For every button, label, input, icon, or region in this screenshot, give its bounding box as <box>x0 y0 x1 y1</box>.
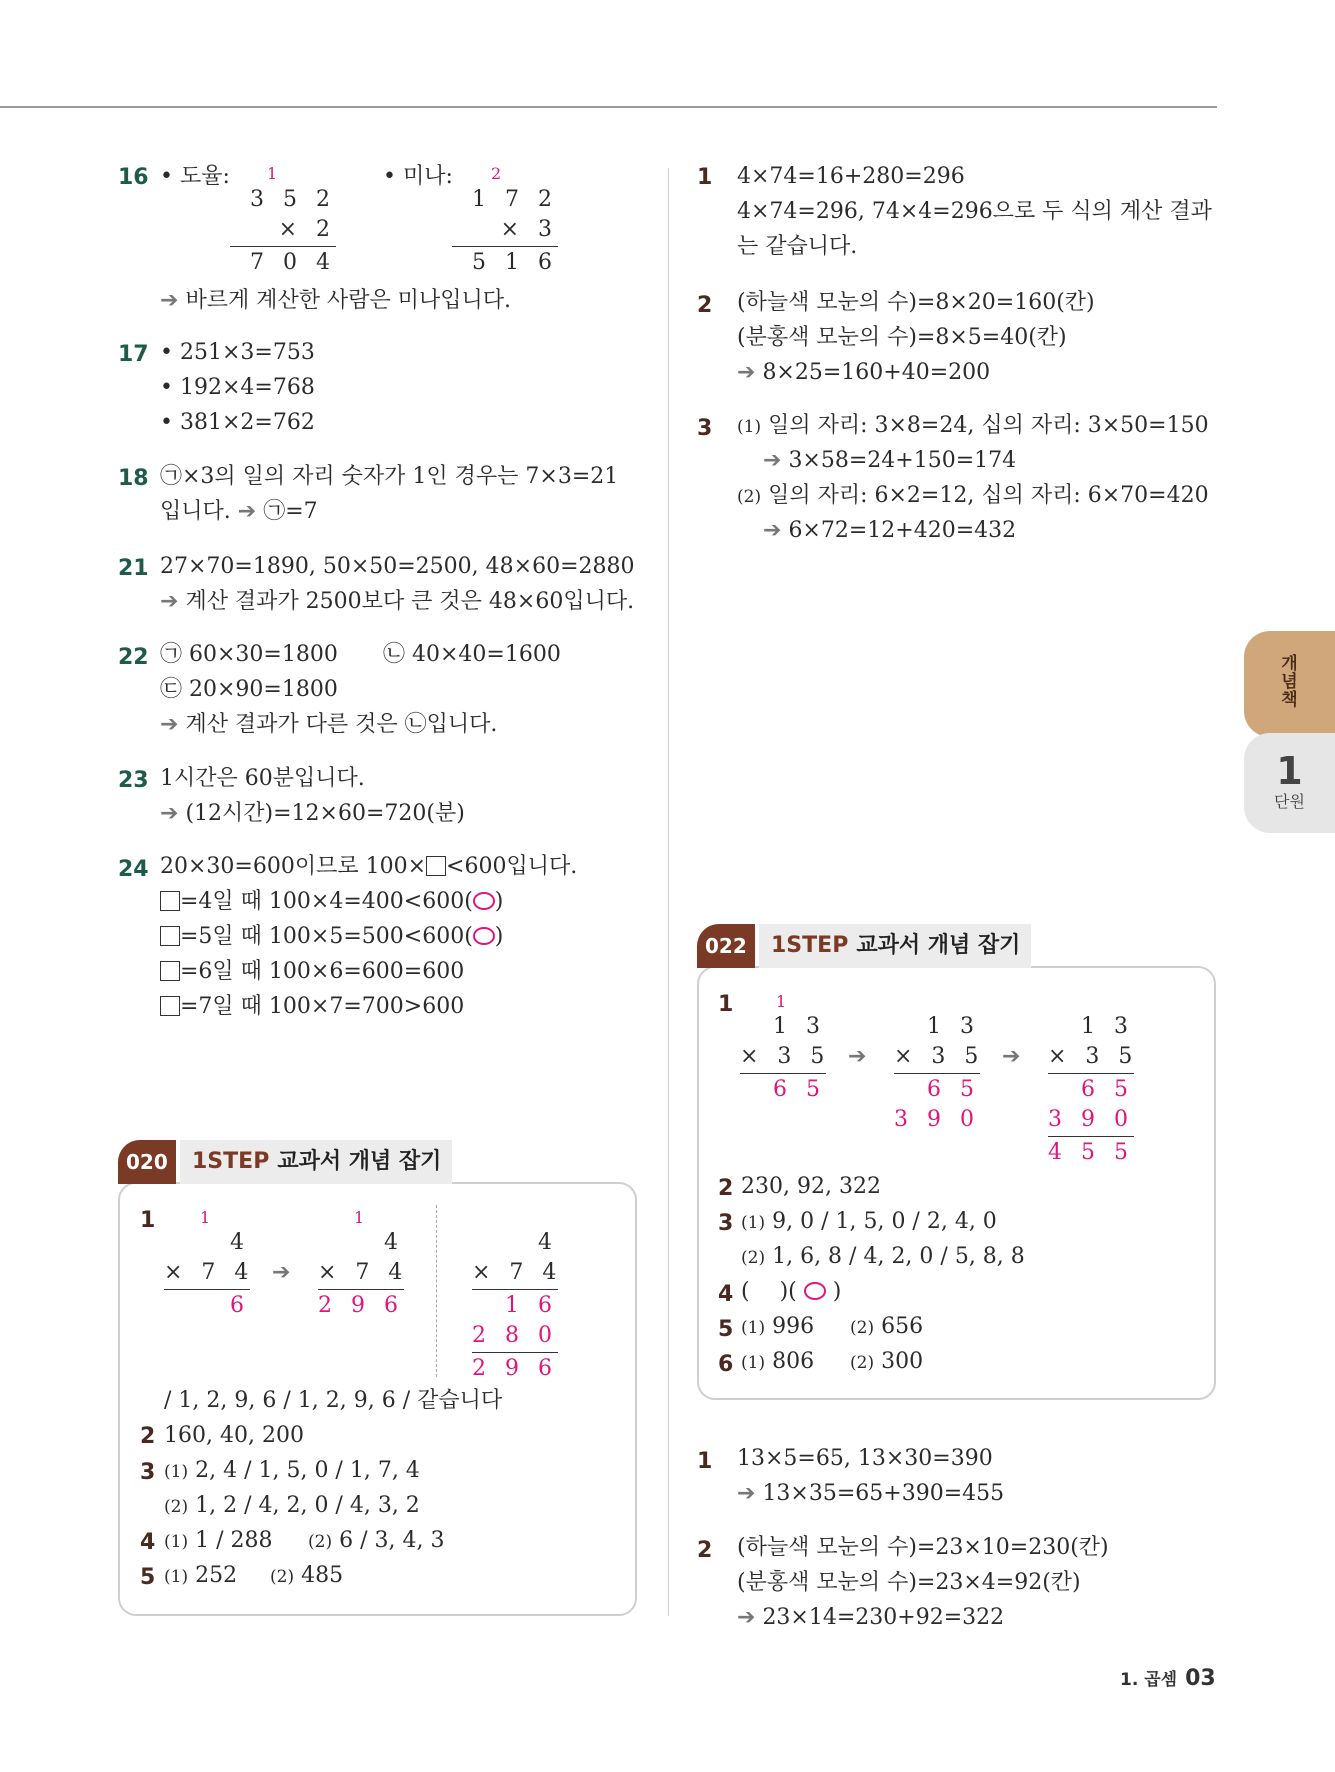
carry-digit: 1 <box>200 1208 211 1227</box>
arrow-icon: ➔ <box>737 1481 756 1506</box>
mina-multiplication <box>452 185 558 278</box>
arrow-icon: ➔ <box>737 1605 756 1630</box>
answer-line: (1) 806 <box>741 1349 815 1374</box>
answer-line: (2) 300 <box>850 1349 924 1374</box>
problem-number: 22 <box>118 645 149 670</box>
chapter-label: 1. 곱셈 <box>1120 1670 1178 1690</box>
header-title-bar: 1STEP 교과서 개념 잡기 <box>759 924 1031 968</box>
answer-a: ㉠ 60×30=1800 <box>160 642 338 667</box>
answer-line: ㉠×3의 일의 자리 숫자가 1인 경우는 7×3=21 <box>160 464 619 489</box>
arrow-icon: ➔ <box>737 360 756 385</box>
problem-number: 1 <box>697 1449 713 1474</box>
answer-line: • 381×2=762 <box>160 410 315 435</box>
answer-line: ➔ (12시간)=12×60=720(분) <box>160 801 465 826</box>
answer-line: / 1, 2, 9, 6 / 1, 2, 9, 6 / 같습니다 <box>164 1388 503 1413</box>
answer-line: 230, 92, 322 <box>741 1174 881 1199</box>
case-row: =7일 때 100×7=700>600 <box>160 992 464 1022</box>
problem-number: 1 <box>697 165 713 190</box>
circle-mark-icon <box>804 1282 826 1300</box>
answer-line: 4×74=16+280=296 <box>737 164 965 189</box>
answer-line: • 192×4=768 <box>160 375 315 400</box>
blank-box <box>426 856 446 876</box>
conclusion: ➔ 바르게 계산한 사람은 미나입니다. <box>160 288 511 313</box>
answer-line: (1) 일의 자리: 3×8=24, 십의 자리: 3×50=150 <box>737 413 1209 438</box>
conclusion: ➔ 계산 결과가 2500보다 큰 것은 48×60입니다. <box>160 589 635 614</box>
problem-number: 2 <box>697 1538 713 1563</box>
answer-line: (2) 6 / 3, 4, 3 <box>308 1528 445 1553</box>
answer-line: ➔ 3×58=24+150=174 <box>763 448 1017 473</box>
sum-line <box>230 246 336 247</box>
multiplicand: 1 7 2 <box>472 187 558 212</box>
question-number: 3 <box>718 1211 734 1236</box>
answer-line: 27×70=1890, 50×50=2500, 48×60=2880 <box>160 554 635 579</box>
case-row: =4일 때 100×4=400<600( ) <box>160 887 503 917</box>
page-number: 03 <box>1185 1666 1216 1691</box>
question-number: 5 <box>140 1565 156 1590</box>
conclusion: ➔ 계산 결과가 다른 것은 ㉡입니다. <box>160 712 498 737</box>
carry-digit: 1 <box>267 164 278 183</box>
answer-line: • 251×3=753 <box>160 340 315 365</box>
page-footer <box>1120 1665 1216 1691</box>
answer-line: ➔ 6×72=12+420=432 <box>763 518 1017 543</box>
answer-c: ㉢ 20×90=1800 <box>160 677 338 702</box>
answer-line: 160, 40, 200 <box>164 1423 304 1448</box>
multiplication-step-2: 1 3 × 3 5 6 5 3 9 0 <box>894 1014 985 1132</box>
sum-line <box>452 246 558 247</box>
answer-line: (1) 9, 0 / 1, 5, 0 / 2, 4, 0 <box>741 1209 997 1234</box>
answer-line: ➔ 8×25=160+40=200 <box>737 360 991 385</box>
blank-box <box>160 891 180 911</box>
problem-number: 18 <box>118 466 149 491</box>
answer-line: (분홍색 모눈의 수)=23×4=92(칸) <box>737 1570 1081 1595</box>
multiplication-step-3: 1 3 × 3 5 6 5 3 9 0 4 5 5 <box>1048 1014 1139 1165</box>
answer-line: (2) 일의 자리: 6×2=12, 십의 자리: 6×70=420 <box>737 483 1209 508</box>
answer-line: 는 같습니다. <box>737 234 858 259</box>
carry-digit: 1 <box>776 992 787 1011</box>
case-row: =6일 때 100×6=600=600 <box>160 957 464 987</box>
problem-number: 3 <box>697 416 713 441</box>
product: 5 1 6 <box>472 250 558 275</box>
dolyul-label: • 도율: <box>160 164 230 189</box>
arrow-icon: ➔ <box>272 1260 291 1285</box>
answer-line: (1) 252 <box>164 1563 238 1588</box>
page-tag: 020쪽 <box>118 1140 176 1184</box>
arrow-icon: ➔ <box>763 448 782 473</box>
page-tag: 022쪽 <box>697 924 755 968</box>
question-number: 3 <box>140 1460 156 1485</box>
answer-line: 1시간은 60분입니다. <box>160 766 365 791</box>
problem-number: 21 <box>118 556 149 581</box>
question-number: 1 <box>140 1208 156 1233</box>
answer-line: (2) 485 <box>270 1563 344 1588</box>
blank-box <box>160 996 180 1016</box>
answer-line: (하늘색 모눈의 수)=23×10=230(칸) <box>737 1535 1109 1560</box>
multiplicand: 3 5 2 <box>250 187 336 212</box>
answer-line: (1) 996 <box>741 1314 815 1339</box>
answer-line: (1) 1 / 288 <box>164 1528 273 1553</box>
tab-concept-book[interactable]: 개 념 책 <box>1244 631 1335 737</box>
answer-line: 입니다. ➔ ㉠=7 <box>160 499 318 524</box>
circle-mark-icon <box>473 892 495 910</box>
answer-line: (2) 1, 6, 8 / 4, 2, 0 / 5, 8, 8 <box>741 1244 1025 1269</box>
problem-number: 23 <box>118 768 149 793</box>
dolyul-multiplication <box>230 185 336 278</box>
multiplication-step-3: 4 × 7 4 1 6 2 8 0 2 9 6 <box>472 1230 563 1381</box>
multiplication-step-1: 4 × 7 4 6 <box>164 1230 255 1318</box>
question-number: 5 <box>718 1317 734 1342</box>
arrow-icon: ➔ <box>848 1044 867 1069</box>
answer-line: (하늘색 모눈의 수)=8×20=160(칸) <box>737 290 1095 315</box>
multiplier: × 3 <box>500 217 558 242</box>
answer-line: ➔ 23×14=230+92=322 <box>737 1605 1005 1630</box>
arrow-icon: ➔ <box>160 589 179 614</box>
multiplication-step-2: 4 × 7 4 2 9 6 <box>318 1230 409 1318</box>
arrow-icon: ➔ <box>1002 1044 1021 1069</box>
question-number: 4 <box>718 1282 734 1307</box>
header-title-bar: 1STEP 교과서 개념 잡기 <box>180 1140 452 1184</box>
mina-label: • 미나: <box>383 164 453 189</box>
answer-line: (2) 656 <box>850 1314 924 1339</box>
tab-unit-1[interactable]: 1 단원 <box>1244 733 1335 833</box>
answer-line: ( )( ) <box>741 1279 842 1304</box>
answer-line: 4×74=296, 74×4=296으로 두 식의 계산 결과 <box>737 199 1212 224</box>
arrow-icon: ➔ <box>763 518 782 543</box>
product: 7 0 4 <box>250 250 336 275</box>
problem-number: 16 <box>118 165 149 190</box>
top-rule <box>0 106 1217 108</box>
arrow-icon: ➔ <box>160 801 179 826</box>
multiplier: × 2 <box>278 217 336 242</box>
answer-line: (1) 2, 4 / 1, 5, 0 / 1, 7, 4 <box>164 1458 420 1483</box>
arrow-icon: ➔ <box>160 712 179 737</box>
dashed-divider <box>436 1205 437 1377</box>
arrow-icon: ➔ <box>237 499 257 524</box>
answer-line: 20×30=600이므로 100× <600입니다. <box>160 854 578 879</box>
question-number: 2 <box>718 1176 734 1201</box>
answer-b: ㉡ 40×40=1600 <box>383 642 561 667</box>
circle-mark-icon <box>473 927 495 945</box>
answer-line: ➔ 13×35=65+390=455 <box>737 1481 1005 1506</box>
question-number: 4 <box>140 1530 156 1555</box>
problem-number: 2 <box>697 293 713 318</box>
arrow-icon: ➔ <box>160 288 179 313</box>
question-number: 1 <box>718 992 734 1017</box>
blank-box <box>160 926 180 946</box>
problem-number: 24 <box>118 857 149 882</box>
question-number: 2 <box>140 1424 156 1449</box>
problem-number: 17 <box>118 342 149 367</box>
answer-line: 13×5=65, 13×30=390 <box>737 1446 993 1471</box>
answer-line: (2) 1, 2 / 4, 2, 0 / 4, 3, 2 <box>164 1493 420 1518</box>
case-row: =5일 때 100×5=500<600( ) <box>160 922 503 952</box>
column-divider <box>668 168 669 1616</box>
answer-line: (분홍색 모눈의 수)=8×5=40(칸) <box>737 325 1067 350</box>
question-number: 6 <box>718 1352 734 1377</box>
blank-box <box>160 961 180 981</box>
carry-digit: 2 <box>491 164 502 183</box>
multiplication-step-1: 1 3 × 3 5 6 5 <box>740 1014 831 1102</box>
carry-digit: 1 <box>354 1208 365 1227</box>
